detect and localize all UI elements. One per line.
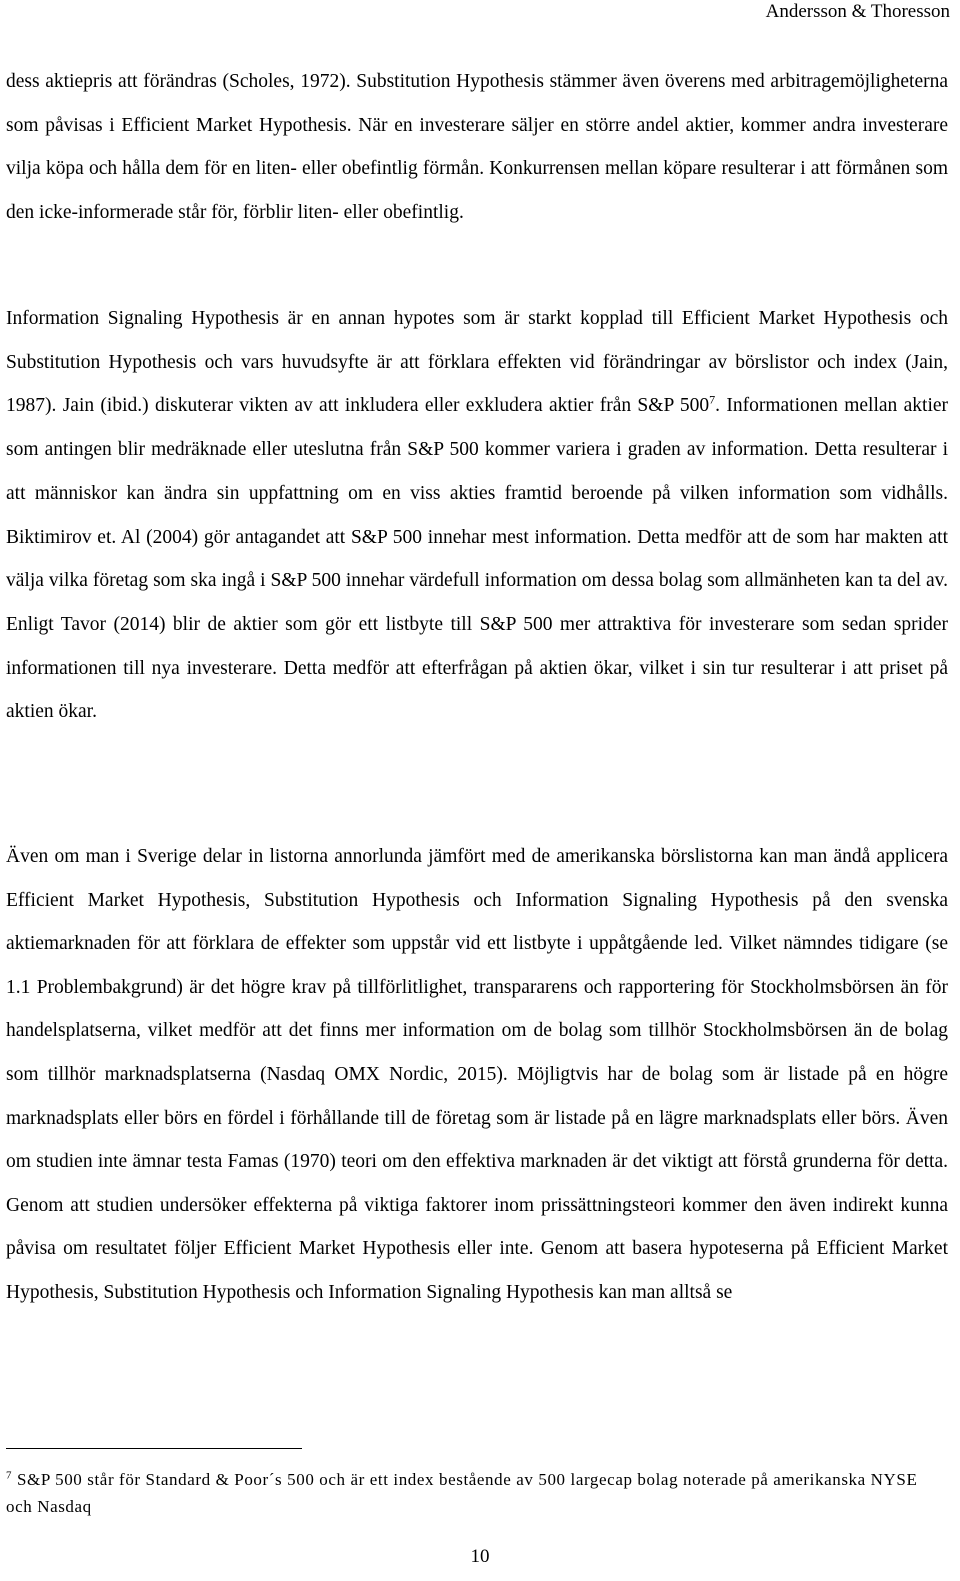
footnote-7 (6, 1466, 948, 1520)
footnote-divider (6, 1448, 302, 1449)
footnote-marker: 7 (6, 1469, 13, 1482)
paragraph-2-text-start: Information Signaling Hypothesis är en annan hypotes som är starkt kopplad till Efficient Market Hypothesis och Substitution Hypothesis och vars huvudsyfte är att förklara effekten vid förändringar av börslistor och index (Jain, 1987). Jain (ibid.) diskuterar vikten av att inkludera eller exkludera aktier från S&P 500 (6, 308, 948, 417)
footnote-reference-7[interactable]: 7 (709, 392, 716, 407)
running-header: Andersson & Thoresson (765, 1, 950, 22)
footnote-text: S&P 500 står för Standard & Poor´s 500 och är ett index bestående av 500 largecap bolag noterade på amerikanska NYSE och Nasdaq (6, 1470, 918, 1516)
page-number: 10 (470, 1546, 490, 1567)
paragraph-2 (6, 297, 948, 734)
paragraph-2-text-end: . Informationen mellan aktier som antingen blir medräknade eller uteslutna från S&P 500 kommer variera i graden av information. Detta resulterar i att människor kan ändra sin uppfattning om en viss akties framtid beroende på vilken information som vidhålls. Biktimirov et. Al (2004) gör antagandet att S&P 500 innehar mest information. Detta medför att de som har makten att välja vilka företag som ska ingå i S&P 500 innehar värdefull information om dessa bolag som allmänheten kan ta del av. Enligt Tavor (2014) blir de aktier som gör ett listbyte till S&P 500 mer attraktiva för investerare som sedan sprider informationen till nya investerare. Detta medför att efterfrågan på aktien ökar, vilket i sin tur resulterar i att priset på aktien ökar. (6, 395, 949, 723)
paragraph-1: dess aktiepris att förändras (Scholes, 1972). Substitution Hypothesis stämmer även överens med arbitragemöjligheterna som påvisas i Efficient Market Hypothesis. När en investerare säljer en större andel aktier, kommer andra investerare vilja köpa och hålla dem för en liten- eller obefintlig förmån. Konkurrensen mellan köpare resulterar i att förmånen som den icke-informerade står för, förblir liten- eller obefintlig. (6, 71, 948, 223)
paragraph-3: Även om man i Sverige delar in listorna annorlunda jämfört med de amerikanska börslistorna kan man ändå applicera Efficient Market Hypothesis, Substitution Hypothesis och Information Signaling Hypothesis på den svenska aktiemarknaden för att förklara de effekter som uppstår vid ett listbyte i uppåtgående led. Vilket nämndes tidigare (se 1.1 Problembakgrund) är det högre krav på tillförlitlighet, transpararens och rapportering för Stockholmsbörsen än för handelsplatserna, vilket medför att det finns mer information om de bolag som tillhör Stockholmsbörsen än de bolag som tillhör marknadsplatserna (Nasdaq OMX Nordic, 2015). Möjligtvis har de bolag som är listade på en högre marknadsplats eller börs en fördel i förhållande till de företag som är listade på en lägre marknadsplats eller börs. Även om studien inte ämnar testa Famas (1970) teori om den effektiva marknaden är det viktigt att förstå grunderna för detta. Genom att studien undersöker effekterna på viktiga faktorer inom prissättningsteori kommer den även indirekt kunna påvisa om resultatet följer Efficient Market Hypothesis eller inte. Genom att basera hypoteserna på Efficient Market Hypothesis, Substitution Hypothesis och Information Signaling Hypothesis kan man alltså se (6, 846, 948, 1303)
